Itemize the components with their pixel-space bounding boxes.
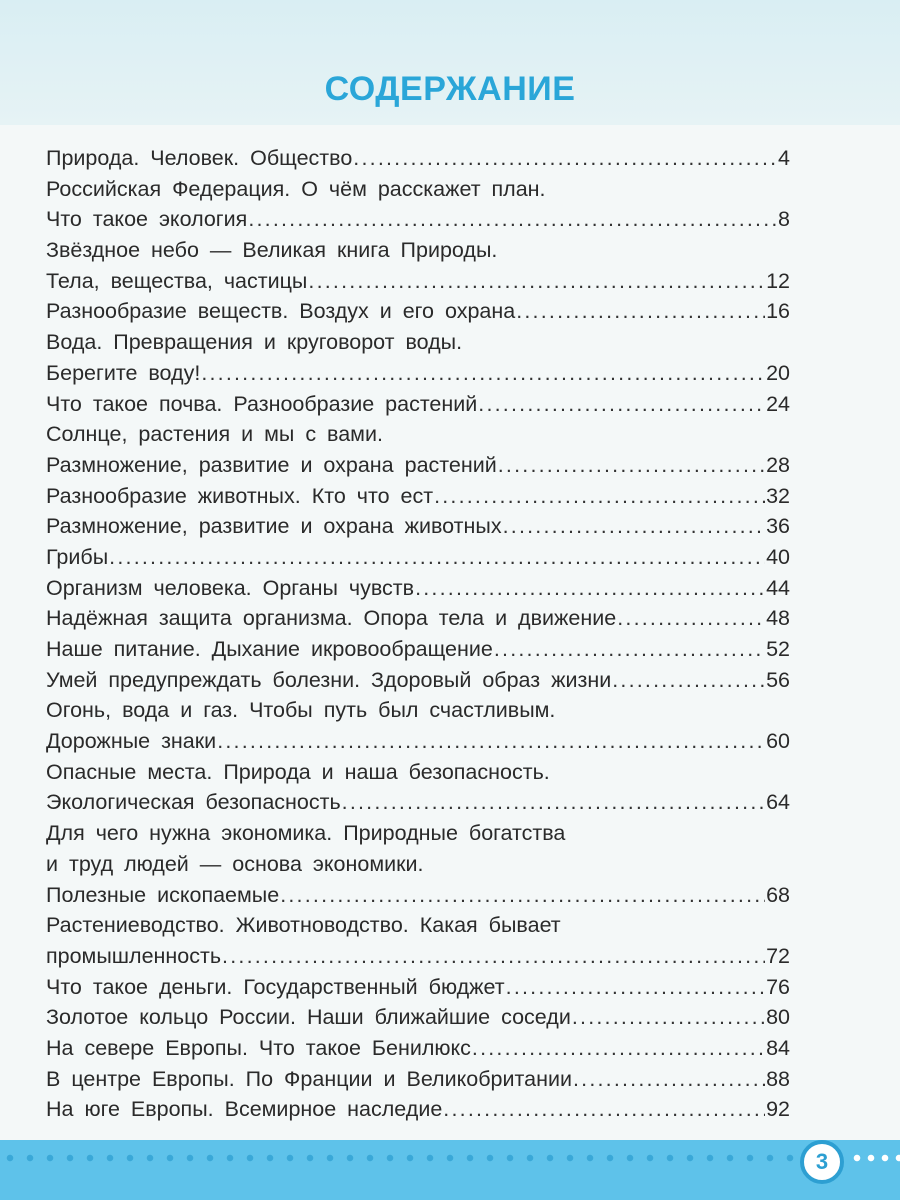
toc-entry <box>46 1067 790 1098</box>
toc-entry-page: 72 <box>766 943 790 968</box>
dot-leader <box>201 361 765 386</box>
toc-entry-title: Что такое экология <box>46 207 248 232</box>
toc-entry <box>46 299 790 330</box>
dot-leader <box>612 668 765 693</box>
toc-entry-page: 68 <box>766 882 790 907</box>
toc-entry <box>46 729 790 760</box>
toc-entry <box>46 698 790 729</box>
toc-entry-page: 48 <box>766 606 790 631</box>
toc-entry-page: 80 <box>766 1005 790 1030</box>
toc-entry-page: 32 <box>766 483 790 508</box>
dot-leader <box>109 545 765 570</box>
dot-leader <box>494 637 765 662</box>
dot-leader <box>280 883 765 908</box>
toc-entry-title: промышленность <box>46 943 222 968</box>
dot-leader <box>617 606 765 631</box>
toc-entry <box>46 453 790 484</box>
toc-entry-title: Что такое деньги. Государственный бюджет <box>46 974 505 999</box>
toc-entry-title: Разнообразие веществ. Воздух и его охрана <box>46 299 516 324</box>
toc-entry-page: 16 <box>766 299 790 324</box>
toc-entry-page: 84 <box>766 1035 790 1060</box>
toc-entry-title: На севере Европы. Что такое Бенилюкс <box>46 1035 471 1060</box>
toc-entry-title: Звёздное небо — Великая книга Природы. <box>46 238 498 263</box>
toc-entry-page: 44 <box>766 575 790 600</box>
dot-leader <box>516 299 765 324</box>
dot-leader <box>503 514 765 539</box>
toc-entry <box>46 269 790 300</box>
toc-entry-page: 40 <box>766 544 790 569</box>
toc-entry <box>46 1036 790 1067</box>
toc-entry-title: Для чего нужна экономика. Природные богатства <box>46 821 566 846</box>
toc-entry-page: 76 <box>766 974 790 999</box>
dot-leader <box>415 576 765 601</box>
toc-entry-title: Золотое кольцо России. Наши ближайшие соседи <box>46 1005 571 1030</box>
dot-leader <box>443 1097 765 1122</box>
toc-entry <box>46 1097 790 1128</box>
toc-entry-title: Вода. Превращения и круговорот воды. <box>46 330 463 355</box>
toc-entry <box>46 422 790 453</box>
toc-entry-title: В центре Европы. По Франции и Великобритании <box>46 1066 572 1091</box>
toc-entry-title: Солнце, растения и мы с вами. <box>46 422 383 447</box>
dot-leader <box>572 1005 765 1030</box>
toc-entry <box>46 975 790 1006</box>
toc-entry-title: На юге Европы. Всемирное наследие <box>46 1097 443 1122</box>
toc-entry <box>46 821 790 852</box>
toc-entry-title: Дорожные знаки <box>46 729 217 754</box>
dot-leader <box>506 975 765 1000</box>
toc-entry-title: Полезные ископаемые <box>46 882 280 907</box>
dot-leader <box>478 392 765 417</box>
toc-entry <box>46 146 790 177</box>
dot-leader <box>573 1067 765 1092</box>
toc-entry-page: 60 <box>766 729 790 754</box>
toc-entry <box>46 1005 790 1036</box>
toc-entry <box>46 545 790 576</box>
dot-leader <box>472 1036 765 1061</box>
dot-leader <box>222 944 765 969</box>
footer-dots-decoration <box>0 1152 800 1164</box>
toc-entry-page: 52 <box>766 637 790 661</box>
toc-entry <box>46 760 790 791</box>
toc-entry-page: 28 <box>766 452 790 477</box>
toc-entry-title: Российская Федерация. О чём расскажет план. <box>46 176 546 201</box>
toc-entry-title: Размножение, развитие и охрана растений <box>46 452 497 477</box>
toc-entry <box>46 790 790 821</box>
toc-entry-title: Наше питание. Дыхание икровообращение <box>46 637 493 661</box>
toc-entry-page: 64 <box>766 790 790 815</box>
toc-entry-title: Что такое почва. Разнообразие растений <box>46 391 478 416</box>
toc-entry <box>46 944 790 975</box>
toc-entry <box>46 637 790 668</box>
dot-leader <box>342 790 765 815</box>
toc-entry-page: 56 <box>766 667 790 692</box>
page-number: 3 <box>800 1140 844 1184</box>
toc-entry <box>46 606 790 637</box>
toc-entry-page: 12 <box>766 268 790 293</box>
toc-entry-title: Умей предупреждать болезни. Здоровый образ жизни <box>46 667 612 692</box>
dot-leader <box>308 269 765 294</box>
toc-entry-page: 36 <box>766 514 790 539</box>
toc-entry <box>46 913 790 944</box>
toc-entry <box>46 238 790 269</box>
toc-entry-title: Разнообразие животных. Кто что ест <box>46 483 434 508</box>
toc-entry <box>46 514 790 545</box>
dot-leader <box>353 146 777 171</box>
toc-entry <box>46 392 790 423</box>
toc-entry-title: и труд людей — основа экономики. <box>46 851 424 876</box>
toc-entry <box>46 576 790 607</box>
table-of-contents <box>46 146 790 1128</box>
toc-entry <box>46 330 790 361</box>
toc-entry-title: Размножение, развитие и охрана животных <box>46 514 502 539</box>
toc-entry-page: 88 <box>766 1066 790 1091</box>
page-title: СОДЕРЖАНИЕ <box>324 70 576 108</box>
toc-entry-title: Опасные места. Природа и наша безопасность. <box>46 759 550 784</box>
toc-entry <box>46 668 790 699</box>
toc-entry <box>46 484 790 515</box>
toc-entry <box>46 883 790 914</box>
toc-entry-page: 8 <box>778 207 790 232</box>
toc-entry-page: 20 <box>766 360 790 385</box>
toc-entry-title: Организм человека. Органы чувств <box>46 575 415 600</box>
toc-entry-title: Грибы <box>46 544 109 569</box>
toc-entry-title: Берегите воду! <box>46 360 201 385</box>
toc-entry <box>46 361 790 392</box>
toc-entry <box>46 207 790 238</box>
dot-leader <box>498 453 765 478</box>
toc-entry-title: Экологическая безопасность <box>46 790 341 815</box>
toc-entry-title: Тела, вещества, частицы <box>46 268 308 293</box>
toc-entry-title: Природа. Человек. Общество <box>46 146 353 170</box>
dot-leader <box>217 729 765 754</box>
toc-entry-title: Огонь, вода и газ. Чтобы путь был счастливым. <box>46 698 556 723</box>
footer-tail-dots <box>850 1152 900 1164</box>
toc-entry-title: Надёжная защита организма. Опора тела и движение <box>46 606 617 631</box>
dot-leader <box>248 207 777 232</box>
footer-band <box>0 1140 900 1200</box>
dot-leader <box>434 484 765 509</box>
toc-entry-page: 24 <box>766 391 790 416</box>
toc-entry <box>46 852 790 883</box>
toc-entry-page: 4 <box>778 146 790 170</box>
toc-entry-title: Растениеводство. Животноводство. Какая бывает <box>46 913 561 938</box>
toc-entry-page: 92 <box>766 1097 790 1122</box>
toc-entry <box>46 177 790 208</box>
